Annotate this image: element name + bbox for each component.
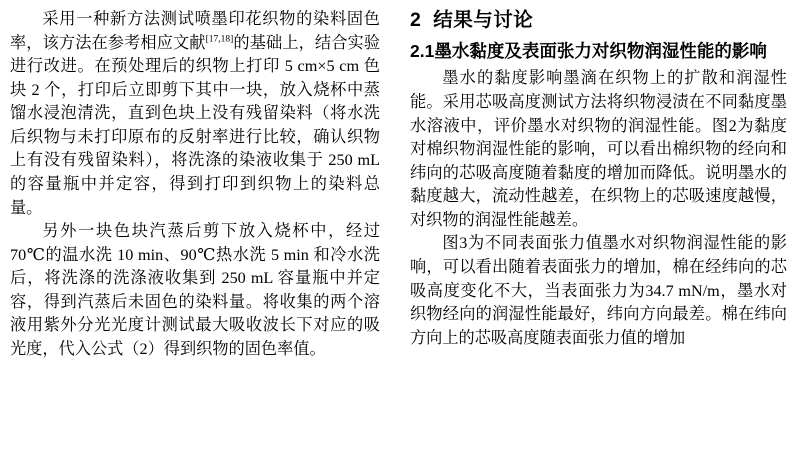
citation-reference: [17,18] [205, 34, 234, 45]
right-column-body [410, 67, 787, 350]
column-gutter [388, 8, 408, 456]
subsection-number: 2.1 [410, 41, 435, 62]
section-heading [410, 8, 787, 33]
paragraph-segment-text: 的基础上，结合实验进行改进。在预处理后的织物上打印 5 cm×5 cm 色块 2 个，打印后立即剪下其中一块，放入烧杯中蒸馏水浸泡清洗，直到色块上没有残留染料（将水洗后织物与未打印原布的反射率进行比较，确认织物上有没有残留染料），将洗涤的染液收集于 250 mL 的容量瓶中并定容，得到打印到织物上的染料总量。 [10, 33, 381, 217]
paragraph-viscosity-effect: 墨水的黏度影响墨滴在织物上的扩散和润湿性能。采用芯吸高度测试方法将织物浸渍在不同黏度墨水溶液中，评价墨水对织物的润湿性能。图2为黏度对棉织物润湿性能的影响，可以看出棉织物的经向和纬向的芯吸高度随着黏度的增加而降低。说明墨水的黏度越大，流动性越差，在织物上的芯吸速度越慢，对织物的润湿性能越差。 [410, 69, 787, 229]
subsection-heading [410, 39, 787, 63]
paragraph-experiment-method [10, 8, 380, 220]
subsection-title-text: 墨水黏度及表面张力对织物润湿性能的影响 [434, 41, 767, 62]
section-number: 2 [410, 9, 422, 31]
left-text-column [10, 8, 388, 456]
paragraph-segment-text: 采用一种新方法测试喷墨印花织物的染料固色率，该方法在参考相应文献 [10, 10, 380, 52]
right-text-column [408, 8, 787, 456]
paragraph-steaming-washing: 另外一块色块汽蒸后剪下放入烧杯中，经过70℃的温水洗 10 min、90℃热水洗 5 min 和冷水洗后，将洗涤的洗涤液收集到 250 mL 容量瓶中并定容，得到汽蒸后未固色的染料量。将收集的两个溶液用紫外分光光度计测试最大吸收波长下对应的吸光度，代入公式（2）得到织物的固色率值。 [10, 222, 380, 358]
section-title-text: 结果与讨论 [433, 9, 534, 31]
paragraph-surface-tension-effect: 图3为不同表面张力值墨水对织物润湿性能的影响，可以看出随着表面张力的增加，棉在经纬向的芯吸高度变化不大，当表面张力为34.7 mN/m，墨水对织物经向的润湿性能最好，纬向方向最差。棉在纬向方向上的芯吸高度随表面张力值的增加 [410, 234, 787, 347]
